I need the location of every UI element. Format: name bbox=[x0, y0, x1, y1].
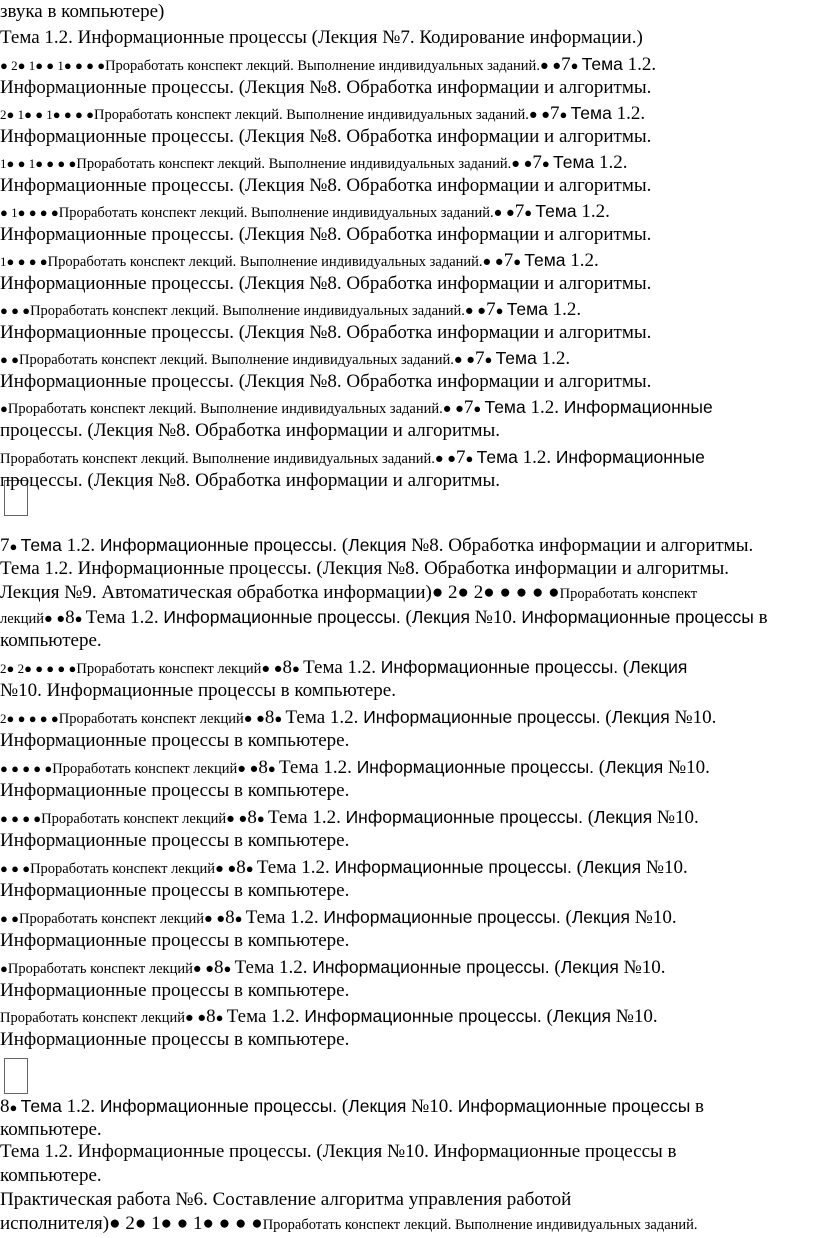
text-run: Тема bbox=[524, 250, 566, 270]
text-run: Информационные процессы. bbox=[99, 1096, 338, 1116]
text-run: Информационные процессы в компьютере. bbox=[0, 880, 350, 901]
text-line bbox=[0, 370, 816, 394]
text-run: ( bbox=[560, 907, 572, 928]
text-line bbox=[0, 705, 816, 731]
text-line bbox=[0, 272, 816, 296]
text-run: ( bbox=[337, 1096, 349, 1117]
text-run: Тема 1.2. bbox=[85, 607, 164, 628]
text-run: Проработать конспект лекций● ● bbox=[58, 711, 265, 727]
text-run: ● bbox=[9, 539, 21, 554]
text-run: Информационные процессы в компьютере. bbox=[0, 830, 350, 851]
text-line bbox=[0, 1004, 816, 1030]
text-run: ● ● ● ● bbox=[0, 811, 42, 826]
text-line bbox=[0, 557, 816, 581]
text-run: Тема 1.2. bbox=[303, 657, 381, 678]
text-run: Тема bbox=[553, 152, 595, 172]
text-run: Тема 1.2. bbox=[234, 957, 313, 978]
text-run: Информационные процессы. bbox=[312, 957, 550, 977]
text-run: Практическая работа №6. Составление алгоритма управления работой bbox=[0, 1189, 572, 1210]
text-run: Тема 1.2. Информационные процессы. (Лекция №8. Обработка информации и алгоритмы. bbox=[0, 558, 730, 579]
text-run: Информационные процессы. (Лекция №8. Обработка информации и алгоритмы. bbox=[0, 224, 652, 245]
text-run: Информационные процессы. bbox=[334, 857, 572, 877]
text-run: Тема bbox=[581, 54, 623, 74]
text-run: Информационные процессы. (Лекция №8. Обработка информации и алгоритмы. bbox=[0, 273, 652, 294]
text-line bbox=[0, 297, 816, 323]
text-run: Информационные процессы bbox=[521, 607, 754, 627]
text-run: №10. bbox=[652, 807, 699, 828]
text-run: ( bbox=[337, 535, 349, 556]
text-run: Тема 1.2. bbox=[279, 757, 357, 778]
text-run: 2● 1● ● 1● ● ● ● bbox=[0, 107, 94, 122]
text-run: ● bbox=[541, 156, 553, 171]
text-run: 7 bbox=[474, 348, 485, 369]
text-run: 8 bbox=[206, 1006, 216, 1027]
text-run: ● bbox=[0, 401, 8, 416]
text-run: 1.2. bbox=[565, 250, 599, 271]
text-run: Лекция bbox=[552, 1006, 611, 1026]
text-run: Лекция bbox=[605, 757, 664, 777]
text-run: Лекция bbox=[560, 957, 619, 977]
text-run: Проработать конспект лекций● ● bbox=[52, 761, 259, 777]
text-run: звука в компьютере) bbox=[0, 1, 165, 22]
text-run: 7 bbox=[503, 250, 514, 271]
text-run: №10. bbox=[611, 1006, 658, 1027]
text-run: Информационные процессы. bbox=[380, 657, 619, 677]
text-run: 8 bbox=[236, 857, 246, 878]
text-run: Информационные процессы. (Лекция №8. Обработка информации и алгоритмы. bbox=[0, 175, 652, 196]
text-run: ● bbox=[292, 661, 304, 676]
text-run: Информационные процессы в компьютере. bbox=[0, 730, 350, 751]
text-run: ● ● ● bbox=[0, 303, 31, 318]
text-run: Тема bbox=[476, 447, 518, 467]
text-run: Проработать конспект лекций. Выполнение индивидуальных заданий.● ● bbox=[76, 156, 533, 172]
text-run: Информационные процессы. (Лекция №8. Обработка информации и алгоритмы. bbox=[0, 126, 652, 147]
text-line bbox=[0, 533, 816, 559]
text-line bbox=[0, 729, 816, 753]
text-run: Тема 1.2. bbox=[256, 857, 335, 878]
empty-checkbox-frame bbox=[4, 1058, 28, 1094]
text-run: №10. bbox=[629, 907, 677, 928]
text-run: ● bbox=[9, 1100, 21, 1115]
text-run: ● bbox=[0, 961, 8, 976]
text-line bbox=[0, 605, 816, 631]
text-run: ● ● bbox=[0, 352, 19, 367]
text-run: Проработать конспект лекций● ● bbox=[30, 861, 237, 877]
text-line bbox=[0, 248, 816, 274]
text-run: Лекция bbox=[348, 1096, 407, 1116]
text-run: Тема bbox=[535, 201, 577, 221]
text-run: 1● ● 1● ● ● ● bbox=[0, 156, 77, 171]
text-run: 7 bbox=[486, 299, 496, 320]
text-run: компьютере. bbox=[0, 1165, 102, 1186]
text-run: Проработать конспект лекций. Выполнение индивидуальных заданий.● ● bbox=[7, 401, 464, 417]
text-run: №10. bbox=[663, 757, 710, 778]
text-run: Тема 1.2. bbox=[285, 707, 364, 728]
text-run: ( bbox=[549, 957, 561, 978]
text-run: ● bbox=[513, 254, 525, 269]
text-run: 2● 2● ● ● ● ● bbox=[0, 661, 77, 676]
text-run: Информационные процессы. bbox=[304, 1006, 542, 1026]
text-run: в bbox=[690, 1096, 705, 1117]
text-run: №8. Обработка информации и алгоритмы. bbox=[406, 535, 754, 556]
text-run: компьютере. bbox=[0, 1119, 102, 1140]
text-line bbox=[0, 346, 816, 372]
text-run: Информационные процессы. (Лекция №8. Обработка информации и алгоритмы. bbox=[0, 371, 652, 392]
text-run: Тема 1.2. Информационные процессы. (Лекция №10. Информационные процессы в bbox=[0, 1141, 677, 1162]
text-run: 8 bbox=[0, 1096, 10, 1117]
text-run: ● bbox=[74, 611, 86, 626]
text-run: 8 bbox=[282, 657, 293, 678]
text-run: Информационные процессы в компьютере. bbox=[0, 780, 350, 801]
text-line bbox=[0, 52, 816, 78]
text-run: Информационные bbox=[555, 447, 705, 467]
text-run: исполнителя)● 2● 1● ● 1● ● ● ● bbox=[0, 1213, 263, 1234]
text-run: ● 1● ● ● ● bbox=[0, 205, 59, 220]
text-line bbox=[0, 1188, 816, 1212]
text-run: Информационные процессы. bbox=[163, 607, 401, 627]
text-run: Информационные процессы. bbox=[356, 757, 595, 777]
text-run: Тема bbox=[570, 103, 612, 123]
text-run: Тема bbox=[484, 397, 526, 417]
text-line bbox=[0, 929, 816, 953]
text-run: ● ● bbox=[0, 911, 19, 926]
text-run: Тема 1.2. bbox=[245, 907, 324, 928]
text-run: ● bbox=[484, 352, 496, 367]
text-run: Лекция bbox=[348, 535, 407, 555]
text-run: 8 bbox=[264, 707, 275, 728]
text-line bbox=[0, 905, 816, 931]
text-run: Лекция bbox=[594, 807, 653, 827]
text-line bbox=[0, 0, 816, 24]
text-run: 1● ● ● ● bbox=[0, 254, 48, 269]
text-run: Проработать конспект лекций● ● bbox=[7, 961, 215, 977]
text-run: ( bbox=[618, 657, 630, 678]
text-run: №10. bbox=[469, 607, 522, 628]
text-run: 8 bbox=[65, 607, 75, 628]
text-run: №10. bbox=[406, 1096, 458, 1117]
text-run: Проработать конспект лекций. Выполнение индивидуальных заданий. bbox=[262, 1217, 698, 1233]
text-run: 8 bbox=[225, 907, 235, 928]
text-run: ● bbox=[256, 811, 268, 826]
text-run: Информационные процессы в компьютере. bbox=[0, 1029, 350, 1050]
text-run: Информационные процессы в компьютере. bbox=[0, 930, 350, 951]
text-line bbox=[0, 26, 816, 50]
text-run: ( bbox=[600, 707, 612, 728]
text-run: 1.2. bbox=[611, 103, 646, 124]
text-run: ● bbox=[559, 107, 571, 122]
text-run: ● bbox=[223, 961, 235, 976]
text-run: Проработать конспект bbox=[559, 586, 698, 602]
text-line bbox=[0, 76, 816, 100]
text-run: ( bbox=[582, 807, 595, 828]
text-line bbox=[0, 805, 816, 831]
text-run: Информационные процессы. bbox=[363, 707, 601, 727]
text-run: ( bbox=[400, 607, 412, 628]
text-run: №10. bbox=[641, 857, 688, 878]
text-run: компьютере. bbox=[0, 630, 102, 651]
text-run: №10. bbox=[669, 707, 717, 728]
text-run: ( bbox=[594, 757, 606, 778]
text-run: 7 bbox=[456, 447, 466, 468]
text-line bbox=[0, 755, 816, 781]
text-line bbox=[0, 955, 816, 981]
text-run: Проработать конспект лекций. Выполнение индивидуальных заданий.● ● bbox=[58, 205, 515, 221]
text-run: №10. Информационные процессы в компьютере. bbox=[0, 680, 396, 701]
text-run: Лекция bbox=[629, 657, 688, 677]
text-run: ● bbox=[524, 205, 536, 220]
text-line bbox=[0, 1094, 816, 1120]
text-run: Тема 1.2. bbox=[267, 807, 346, 828]
text-line bbox=[0, 581, 816, 606]
text-run: 1.2. bbox=[576, 201, 610, 222]
text-run: Тема bbox=[20, 535, 62, 555]
text-line bbox=[0, 321, 816, 345]
text-run: 7 bbox=[463, 397, 474, 418]
text-run: ● bbox=[495, 303, 507, 318]
text-run: лекций● ● bbox=[0, 611, 66, 627]
text-run: Лекция bbox=[611, 707, 670, 727]
text-run: 1.2. bbox=[517, 447, 556, 468]
text-line bbox=[0, 150, 816, 176]
text-run: Проработать конспект лекций. Выполнение индивидуальных заданий.● ● bbox=[47, 254, 504, 270]
text-line bbox=[0, 1118, 816, 1142]
text-run: Информационные процессы bbox=[457, 1096, 691, 1116]
text-line bbox=[0, 679, 816, 703]
text-run: 1.2. bbox=[525, 397, 564, 418]
text-run: Тема 1.2. Информационные процессы (Лекция №7. Кодирование информации.) bbox=[0, 27, 643, 48]
text-run: 1.2. bbox=[61, 535, 100, 556]
text-line bbox=[0, 1212, 816, 1237]
text-line bbox=[0, 655, 816, 681]
text-run: ● bbox=[274, 711, 286, 726]
text-line bbox=[0, 125, 816, 149]
text-line bbox=[0, 1140, 816, 1164]
text-run: Проработать конспект лекций● ● bbox=[41, 811, 248, 827]
text-line bbox=[0, 199, 816, 225]
text-run: ( bbox=[541, 1006, 553, 1027]
text-run: ● bbox=[234, 911, 246, 926]
text-run: Информационные процессы. (Лекция №8. Обработка информации и алгоритмы. bbox=[0, 77, 652, 98]
text-line bbox=[0, 395, 816, 421]
text-run: 7 bbox=[514, 201, 525, 222]
text-run: 8 bbox=[247, 807, 257, 828]
text-run: 1.2. bbox=[536, 348, 571, 369]
text-run: 1.2. bbox=[547, 299, 582, 320]
text-run: ● bbox=[570, 58, 582, 73]
text-run: ( bbox=[571, 857, 583, 878]
text-run: Проработать конспект лекций. Выполнение индивидуальных заданий.● ● bbox=[93, 107, 550, 123]
text-run: Проработать конспект лекций● ● bbox=[76, 661, 283, 677]
text-run: ● bbox=[215, 1010, 227, 1025]
text-run: Тема bbox=[20, 1096, 62, 1116]
text-line bbox=[0, 101, 816, 127]
text-run: ● ● ● bbox=[0, 861, 31, 876]
text-run: Лекция bbox=[411, 607, 470, 627]
text-run: процессы. (Лекция №8. Обработка информации и алгоритмы. bbox=[0, 420, 501, 441]
text-run: Информационные bbox=[563, 397, 713, 417]
text-line bbox=[0, 445, 816, 471]
text-run: 2● ● ● ● ● bbox=[0, 711, 59, 726]
text-line bbox=[0, 223, 816, 247]
text-run: 7 bbox=[0, 535, 10, 556]
text-run: ● bbox=[465, 451, 477, 466]
text-run: Информационные процессы. bbox=[99, 535, 338, 555]
text-run: 7 bbox=[532, 152, 542, 173]
text-line bbox=[0, 419, 816, 443]
text-run: ● ● ● ● ● bbox=[0, 761, 53, 776]
text-run: Информационные процессы. bbox=[345, 807, 583, 827]
text-line bbox=[0, 1028, 816, 1052]
text-run: Тема bbox=[495, 348, 537, 368]
text-line bbox=[0, 1164, 816, 1188]
text-run: ● bbox=[473, 401, 485, 416]
text-run: Проработать конспект лекций. Выполнение индивидуальных заданий.● ● bbox=[105, 58, 562, 74]
text-run: 7 bbox=[549, 103, 560, 124]
text-line bbox=[0, 779, 816, 803]
text-line bbox=[0, 629, 816, 653]
text-run: 8 bbox=[214, 957, 224, 978]
text-run: Тема bbox=[506, 299, 548, 319]
text-run: 1.2. bbox=[594, 152, 628, 173]
text-run: Лекция bbox=[582, 857, 642, 877]
text-line bbox=[0, 855, 816, 881]
text-run: Информационные процессы в компьютере. bbox=[0, 980, 350, 1001]
text-run: ● bbox=[267, 761, 280, 776]
text-line bbox=[0, 829, 816, 853]
text-run: Проработать конспект лекций● ● bbox=[0, 1010, 207, 1026]
text-run: ● bbox=[245, 861, 257, 876]
text-run: Тема 1.2. bbox=[226, 1006, 305, 1027]
text-line bbox=[0, 469, 816, 493]
text-run: Лекция №9. Автоматическая обработка информации)● 2● 2● ● ● ● ● bbox=[0, 582, 560, 603]
text-line bbox=[0, 174, 816, 198]
text-run: 1.2. bbox=[61, 1096, 100, 1117]
text-run: Проработать конспект лекций. Выполнение индивидуальных заданий.● ● bbox=[30, 303, 487, 319]
text-run: 7 bbox=[561, 54, 571, 75]
text-run: ● 2● 1● ● 1● ● ● ● bbox=[0, 58, 106, 73]
text-run: Информационные процессы. (Лекция №8. Обработка информации и алгоритмы. bbox=[0, 322, 652, 343]
text-run: №10. bbox=[618, 957, 666, 978]
text-run: Проработать конспект лекций● ● bbox=[18, 911, 226, 927]
text-run: Проработать конспект лекций. Выполнение индивидуальных заданий.● ● bbox=[18, 352, 475, 368]
text-run: Информационные процессы. bbox=[323, 907, 561, 927]
text-run: 8 bbox=[258, 757, 268, 778]
text-run: Лекция bbox=[571, 907, 630, 927]
text-line bbox=[0, 979, 816, 1003]
text-line bbox=[0, 879, 816, 903]
text-run: 1.2. bbox=[622, 54, 657, 75]
text-run: Проработать конспект лекций. Выполнение индивидуальных заданий.● ● bbox=[0, 451, 457, 467]
text-run: в bbox=[753, 607, 768, 628]
text-run: процессы. (Лекция №8. Обработка информации и алгоритмы. bbox=[0, 470, 501, 491]
